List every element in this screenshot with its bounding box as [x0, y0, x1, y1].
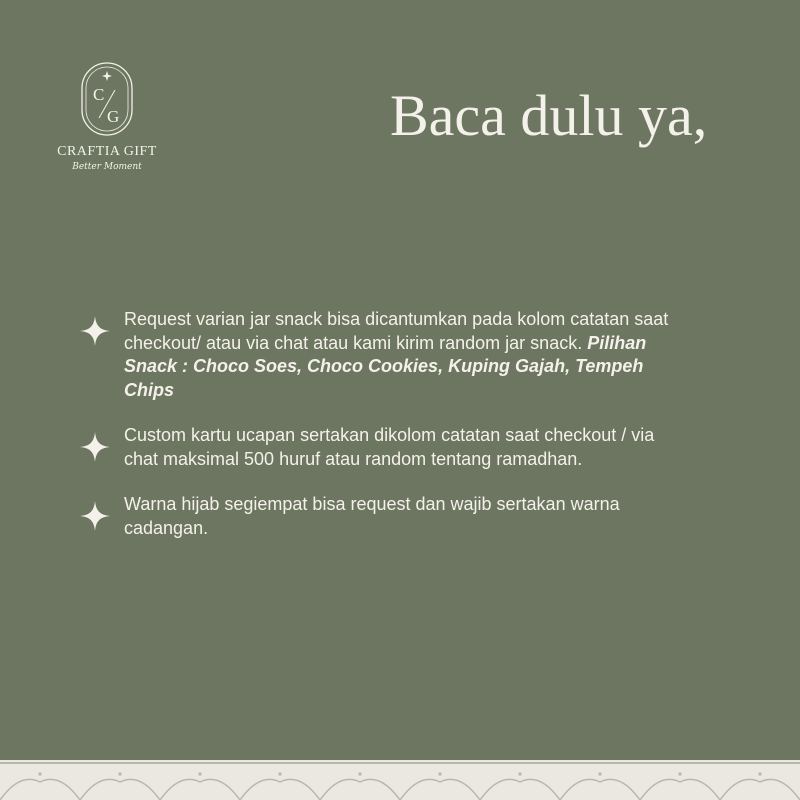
notes-list	[78, 308, 678, 562]
monogram-emblem-icon	[79, 60, 135, 138]
list-item	[78, 493, 678, 540]
brand-logo	[48, 60, 166, 172]
brand-name: CRAFTIA GIFT	[57, 144, 157, 159]
list-item-body: Request varian jar snack bisa dicantumkan pada kolom catatan saat checkout/ atau via chat atau kami kirim random jar snack.	[124, 309, 669, 353]
list-item	[78, 308, 678, 402]
list-item-text	[124, 493, 678, 540]
list-item-text	[124, 308, 678, 402]
logo-star-icon	[102, 71, 112, 81]
list-item	[78, 424, 678, 471]
sparkle-icon	[78, 499, 112, 533]
scalloped-footer-border	[0, 760, 800, 800]
monogram-letter-c: C	[93, 85, 105, 104]
list-item-body: Warna hijab segiempat bisa request dan wajib sertakan warna cadangan.	[124, 494, 620, 538]
monogram-letter-g: G	[107, 107, 120, 126]
list-item-text	[124, 424, 678, 471]
sparkle-icon	[78, 314, 112, 348]
sparkle-icon	[78, 430, 112, 464]
list-item-body: Custom kartu ucapan sertakan dikolom catatan saat checkout / via chat maksimal 500 huruf atau random tentang ramadhan.	[124, 425, 655, 469]
page-headline: Baca dulu ya,	[390, 83, 708, 148]
list-item-emphasis: Pilihan Snack : Choco Soes, Choco Cookies, Kuping Gajah, Tempeh Chips	[124, 332, 647, 400]
brand-tagline: Better Moment	[72, 162, 142, 172]
